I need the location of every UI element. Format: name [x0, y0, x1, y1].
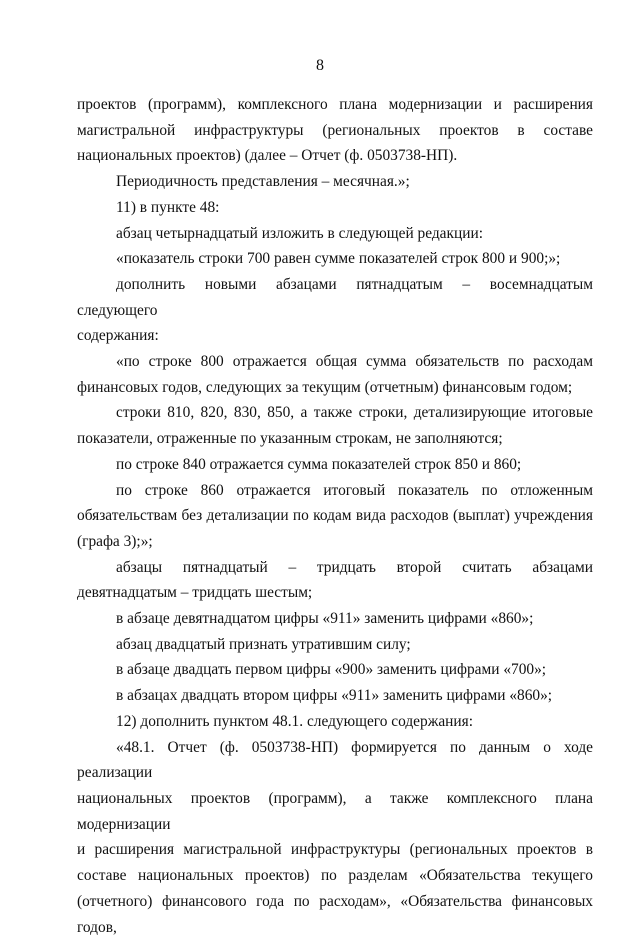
text-line: в абзацах двадцать втором цифры «911» заменить цифрами «860»;: [116, 687, 553, 705]
text-line: в абзаце двадцать первом цифры «900» заменить цифрами «700»;: [116, 661, 547, 679]
text-line: национальных проектов (программ), а также комплексного плана модернизации: [77, 789, 593, 833]
text-line: проектов (программ), комплексного плана модернизации и расширения: [77, 96, 593, 113]
text-line-row: [77, 272, 593, 323]
text-line-row: [77, 92, 593, 118]
text-line: магистральной инфраструктуры (региональных проектов в составе: [77, 121, 593, 139]
text-line: обязательствам без детализации по кодам вида расходов (выплат) учреждения: [77, 507, 593, 525]
text-line: показатели, отраженные по указанным строкам, не заполняются;: [77, 430, 503, 448]
text-line-row: [77, 478, 593, 504]
text-line-row: [77, 246, 593, 272]
text-line-row: [77, 118, 593, 144]
text-line-row: [77, 375, 593, 401]
text-line: (отчетного) финансового года по расходам», «Обязательства финансовых годов,: [77, 892, 593, 936]
text-line: абзац четырнадцатый изложить в следующей редакции:: [116, 224, 483, 242]
text-line: абзац двадцатый признать утратившим силу;: [116, 635, 411, 653]
text-line: строки 810, 820, 830, 850, а также строки, детализирующие итоговые: [116, 404, 593, 422]
text-line-row: [77, 863, 593, 889]
text-line-row: [77, 786, 593, 837]
page-number: 8: [316, 57, 324, 74]
text-line: «по строке 800 отражается общая сумма обязательств по расходам: [116, 353, 593, 371]
text-line-row: [77, 683, 593, 709]
text-line-row: [77, 709, 593, 735]
text-line-row: [77, 889, 593, 940]
text-line: национальных проектов) (далее – Отчет (ф. 0503738-НП).: [77, 147, 458, 165]
text-line-row: [77, 143, 593, 169]
text-line-row: [77, 529, 593, 555]
text-line: 11) в пункте 48:: [116, 198, 220, 216]
text-line-row: [77, 503, 593, 529]
text-line-row: [77, 349, 593, 375]
text-line: (графа 3);»;: [77, 532, 153, 550]
text-line: «48.1. Отчет (ф. 0503738-НП) формируется по данным о ходе реализации: [77, 738, 593, 782]
text-line-row: [77, 426, 593, 452]
text-line-row: [77, 221, 593, 247]
text-line-row: [77, 632, 593, 658]
text-line: «показатель строки 700 равен сумме показателей строк 800 и 900;»;: [116, 250, 561, 268]
text-line-row: [77, 735, 593, 786]
text-line: девятнадцатым – тридцать шестым;: [77, 584, 313, 602]
text-line: финансовых годов, следующих за текущим (отчетным) финансовым годом;: [77, 378, 573, 396]
text-line-row: [77, 580, 593, 606]
text-line: абзацы пятнадцатый – тридцать второй считать абзацами: [116, 558, 593, 576]
text-line: в абзаце девятнадцатом цифры «911» заменить цифрами «860»;: [116, 610, 534, 628]
text-line: дополнить новыми абзацами пятнадцатым – восемнадцатым следующего: [77, 275, 593, 319]
text-line-row: [77, 195, 593, 221]
text-line-row: [77, 400, 593, 426]
text-line-row: [77, 452, 593, 478]
text-line-row: [77, 606, 593, 632]
text-line-row: [77, 555, 593, 581]
document-body: [77, 92, 593, 940]
text-line-row: [77, 837, 593, 863]
text-line: составе национальных проектов) по разделам «Обязательства текущего: [77, 867, 593, 885]
text-line: содержания:: [77, 327, 159, 345]
text-line: 12) дополнить пунктом 48.1. следующего содержания:: [116, 712, 473, 730]
text-line: по строке 860 отражается итоговый показатель по отложенным: [116, 481, 593, 499]
text-line: Периодичность представления – месячная.»;: [116, 173, 410, 191]
text-line: по строке 840 отражается сумма показателей строк 850 и 860;: [116, 455, 522, 473]
text-line: и расширения магистральной инфраструктуры (региональных проектов в: [77, 841, 593, 859]
text-line-row: [77, 169, 593, 195]
text-line-row: [77, 323, 593, 349]
text-line-row: [77, 657, 593, 683]
